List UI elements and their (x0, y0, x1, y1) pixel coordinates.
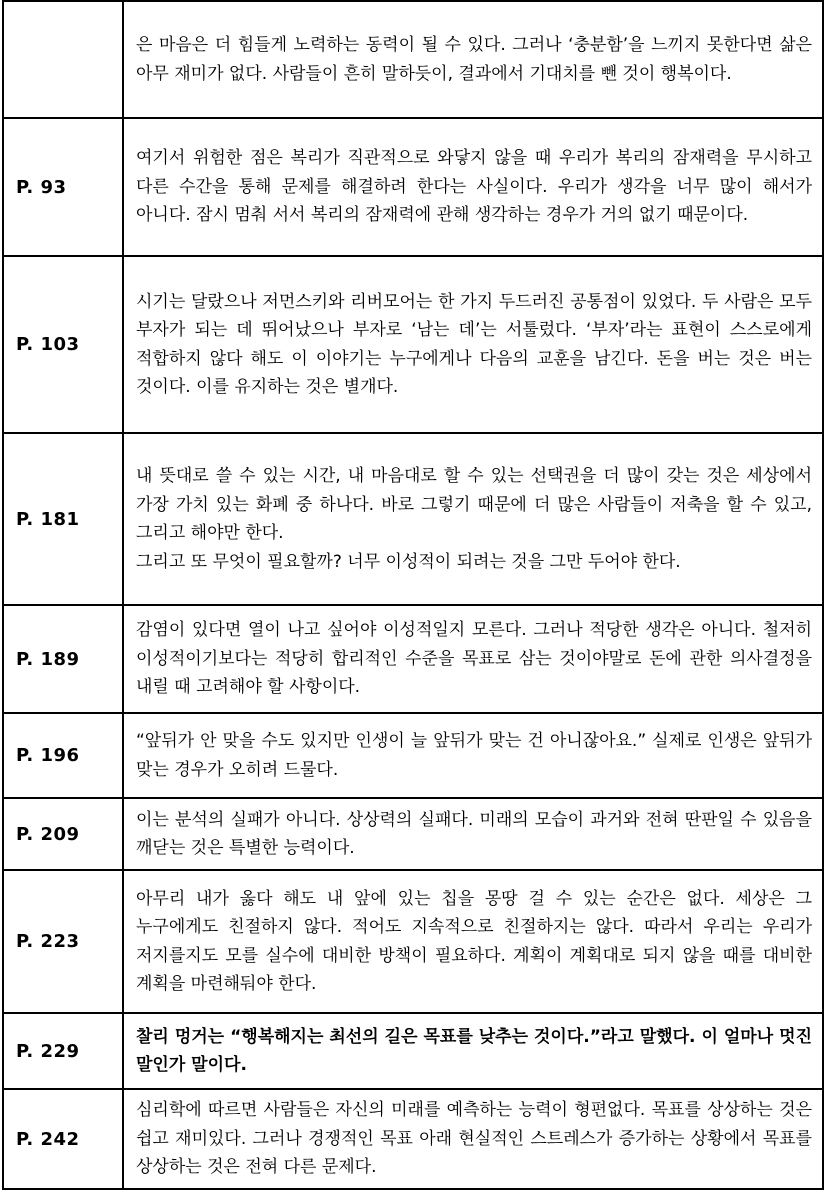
table-row (3, 1013, 823, 1089)
quote-paragraph: 감염이 있다면 열이 나고 싶어야 이성적일지 모른다. 그러나 적당한 생각은 아니다. 철저히 이성적이기보다는 적당히 합리적인 수준을 목표로 삼는 것이야말로 돈에 관한 의사결정을 내릴 때 고려해야 할 사항이다. (136, 620, 812, 698)
quote-paragraph: 그리고 또 무엇이 필요할까? 너무 이성적이 되려는 것을 그만 두어야 한다. (136, 551, 681, 572)
quote-cell (123, 118, 823, 256)
quote-cell (123, 1, 823, 118)
quote-paragraph: 은 마음은 더 힘들게 노력하는 동력이 될 수 있다. 그러나 ‘충분함’을 느끼지 못한다면 삶은 아무 재미가 없다. 사람들이 흔히 말하듯이, 결과에서 기대치를 뺀 것이 행복이다. (136, 35, 812, 84)
quote-table (2, 0, 824, 1190)
table-row (3, 433, 823, 605)
quote-cell (123, 870, 823, 1013)
quote-cell (123, 433, 823, 605)
quote-paragraph: 내 뜻대로 쓸 수 있는 시간, 내 마음대로 할 수 있는 선택권을 더 많이 갖는 것은 세상에서 가장 가치 있는 화폐 중 하나다. 바로 그렇기 때문에 더 많은 사람들이 저축을 할 수 있고, 그리고 해야만 한다. (136, 466, 812, 543)
page-number-cell: P. 223 (3, 870, 123, 1013)
table-row (3, 798, 823, 870)
table-row (3, 870, 823, 1013)
page-number-cell: P. 242 (3, 1089, 123, 1189)
quote-table-body (3, 1, 823, 1189)
quote-cell (123, 1013, 823, 1089)
quote-cell (123, 798, 823, 870)
quote-paragraph: 찰리 멍거는 “행복해지는 최선의 길은 목표를 낮추는 것이다.”라고 말했다. 이 얼마나 멋진 말인가 말이다. (136, 1026, 812, 1075)
table-row (3, 118, 823, 256)
table-row (3, 713, 823, 798)
table-row (3, 605, 823, 713)
page-number-cell: P. 181 (3, 433, 123, 605)
table-row (3, 1, 823, 118)
page-number-cell: P. 103 (3, 256, 123, 433)
page-number-cell: P. 229 (3, 1013, 123, 1089)
page-number-cell: P. 209 (3, 798, 123, 870)
quote-paragraph: 아무리 내가 옳다 해도 내 앞에 있는 칩을 몽땅 걸 수 있는 순간은 없다. 세상은 그 누구에게도 친절하지 않다. 적어도 지속적으로 친절하지는 않다. 따라서 우리는 우리가 저지를지도 모를 실수에 대비한 방책이 필요하다. 계획이 계획대로 되지 않을 때를 대비한 계획을 마련해둬야 한다. (136, 888, 812, 994)
table-row (3, 256, 823, 433)
quote-paragraph: 이는 분석의 실패가 아니다. 상상력의 실패다. 미래의 모습이 과거와 전혀 딴판일 수 있음을 깨닫는 것은 특별한 능력이다. (136, 809, 812, 858)
page-number-cell: P. 196 (3, 713, 123, 798)
quote-paragraph: 여기서 위험한 점은 복리가 직관적으로 와닿지 않을 때 우리가 복리의 잠재력을 무시하고 다른 수간을 통해 문제를 해결하려 한다는 사실이다. 우리가 생각을 너무 많이 해서가 아니다. 잠시 멈춰 서서 복리의 잠재력에 관해 생각하는 경우가 거의 없기 때문이다. (136, 148, 812, 226)
quote-cell (123, 1089, 823, 1189)
quote-paragraph: “앞뒤가 안 맞을 수도 있지만 인생이 늘 앞뒤가 맞는 건 아니잖아요.” 실제로 인생은 앞뒤가 맞는 경우가 오히려 드물다. (136, 731, 812, 780)
quote-cell (123, 713, 823, 798)
page-number-cell: P. 189 (3, 605, 123, 713)
table-row (3, 1089, 823, 1189)
quote-paragraph: 심리학에 따르면 사람들은 자신의 미래를 예측하는 능력이 형편없다. 목표를 상상하는 것은 쉽고 재미있다. 그러나 경쟁적인 목표 아래 현실적인 스트레스가 증가하는 상황에서 목표를 상상하는 것은 전혀 다른 문제다. (136, 1100, 812, 1178)
quote-cell (123, 605, 823, 713)
page-number-cell: P. 93 (3, 118, 123, 256)
page-number-cell (3, 1, 123, 118)
quote-paragraph: 시기는 달랐으나 저먼스키와 리버모어는 한 가지 두드러진 공통점이 있었다. 두 사람은 모두 부자가 되는 데 뛰어났으나 부자로 ‘남는 데’는 서툴렀다. ‘부자’라는 표현이 스스로에게 적합하지 않다 해도 이 이야기는 누구에게나 다음의 교훈을 남긴다. 돈을 버는 것은 버는 것이다. 이를 유지하는 것은 별개다. (136, 291, 812, 397)
quote-cell (123, 256, 823, 433)
